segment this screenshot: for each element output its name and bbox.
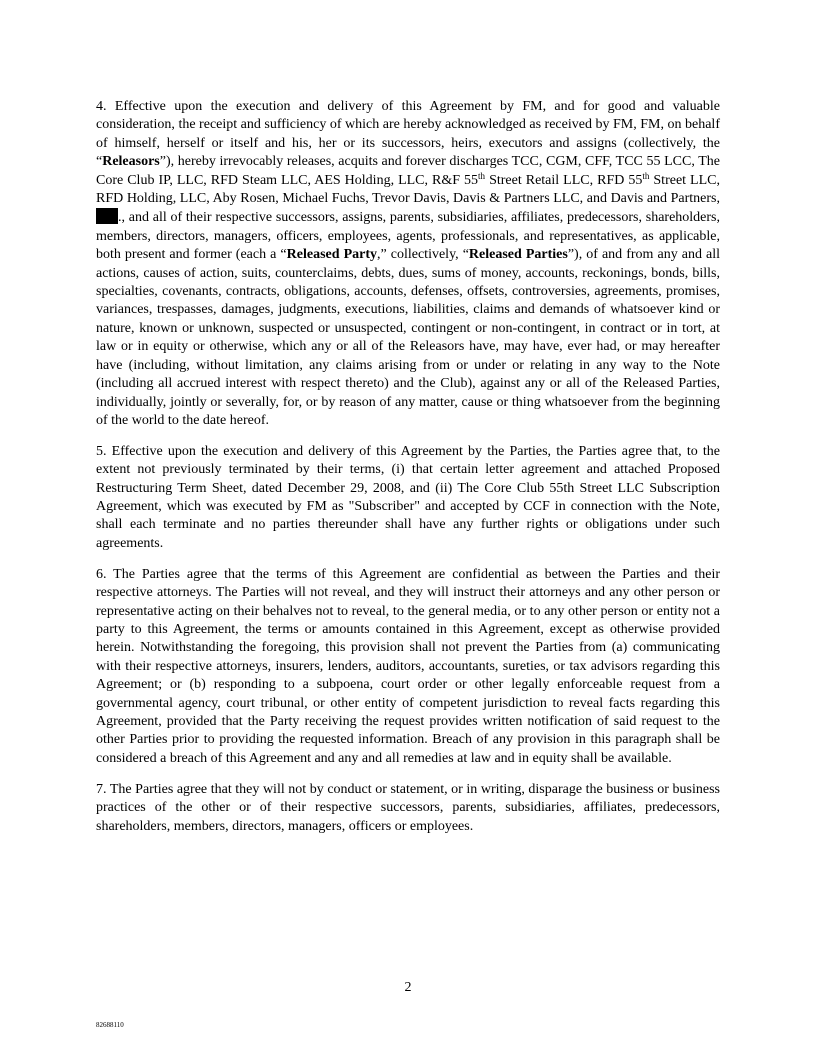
p4-superscript-1: th: [478, 170, 486, 181]
p4-defined-term-released-parties: Released Parties: [468, 247, 568, 263]
page-number: 2: [404, 980, 412, 995]
p4-text-7: ”), of and from any and all actions, causes of action, suits, counterclaims, debts, dues, sums of money, accounts, reckonings, bonds, bills, specialties, covenants, contracts, obligations, accounts, defenses, offsets, controversies, agreements, promises, variances, trespasses, damages, judgments, executions, liabilities, claims and demands of whatsoever kind or nature, known or unknown, suspected or unsuspected, contingent or non-contingent, in contract or in tort, at law or in equity or otherwise, which any or all of the Releasors have, may have, ever had, or may hereafter have (including, without limitation, any claims arising from or under or relating in any way to the Note (including all accrued interest with respect thereto) and the Club), against any or all of the Released Parties, individually, jointly or severally, for, or by reason of any matter, cause or thing whatsoever from the beginning of the world to the date hereof.: [96, 247, 720, 428]
paragraph-6-confidentiality: 6. The Parties agree that the terms of this Agreement are confidential as between the Parties and their respective attorneys. The Parties will not reveal, and they will instruct their attorneys and any other person or representative acting on their behalves not to reveal, to the general media, or to any other person or entity not a party to this Agreement, the terms or amounts contained in this Agreement, except as otherwise provided herein. Notwithstanding the foregoing, this provision shall not prevent the Parties from (a) communicating with their respective attorneys, insurers, lenders, auditors, accountants, sureties, or tax advisors regarding this Agreement; or (b) responding to a subpoena, court order or other legally enforceable request from a governmental agency, court tribunal, or other entity of competent jurisdiction to reveal facts regarding this Agreement, provided that the Party receiving the request provides written notification of said request to the other Parties prior to providing the requested information. Breach of any provision in this paragraph shall be considered a breach of this Agreement and any and all remedies at law and in equity shall be available.: [96, 566, 720, 766]
paragraph-5-termination: 5. Effective upon the execution and delivery of this Agreement by the Parties, the Parties agree that, to the extent not previously terminated by their terms, (i) that certain letter agreement and attached Proposed Restructuring Term Sheet, dated December 29, 2008, and (ii) The Core Club 55th Street LLC Subscription Agreement, which was executed by FM as "Subscriber" and accepted by CCF in connection with the Note, shall each terminate and no parties thereunder shall have any further rights or obligations under such agreements.: [96, 443, 720, 551]
document-body: [96, 98, 720, 848]
p4-text-3: Street Retail LLC, RFD 55: [485, 172, 643, 188]
p4-defined-term-released-party: Released Party: [286, 247, 377, 263]
p4-text-2: ”), hereby irrevocably releases, acquits and forever discharges TCC, CGM, CFF, TCC 55 LCC, The Core Club IP, LLC, RFD Steam LLC, AES Holding, LLC, R&F 55: [96, 154, 720, 188]
document-id: 82688110: [96, 1021, 124, 1029]
p4-text-1: 4. Effective upon the execution and delivery of this Agreement by FM, and for good and valuable consideration, the receipt and sufficiency of which are hereby acknowledged as received by FM, FM, on behalf of himself, herself or itself and his, her or its successors, heirs, executors and assigns (collectively, the “: [96, 99, 720, 170]
p4-superscript-2: th: [642, 170, 650, 181]
p4-text-6: ,” collectively, “: [377, 247, 469, 263]
p4-defined-term-releasors: Releasors: [102, 154, 160, 170]
p4-text-5: ., and all of their respective successors, assigns, parents, subsidiaries, affiliates, predecessors, shareholders, members, directors, managers, officers, employees, agents, professionals, and representatives, as applicable, both present and former (each a “: [96, 210, 720, 263]
redaction-block: [96, 208, 118, 224]
paragraph-7-non-disparagement: 7. The Parties agree that they will not by conduct or statement, or in writing, disparage the business or business practices of the other or of their respective successors, parents, subsidiaries, affiliates, predecessors, shareholders, members, directors, managers, officers or employees.: [96, 781, 720, 834]
paragraph-4-release: [96, 98, 720, 430]
p4-text-4: Street LLC, RFD Holding, LLC, Aby Rosen, Michael Fuchs, Trevor Davis, Davis & Partners LLC, and Davis and Partners,: [96, 172, 721, 207]
